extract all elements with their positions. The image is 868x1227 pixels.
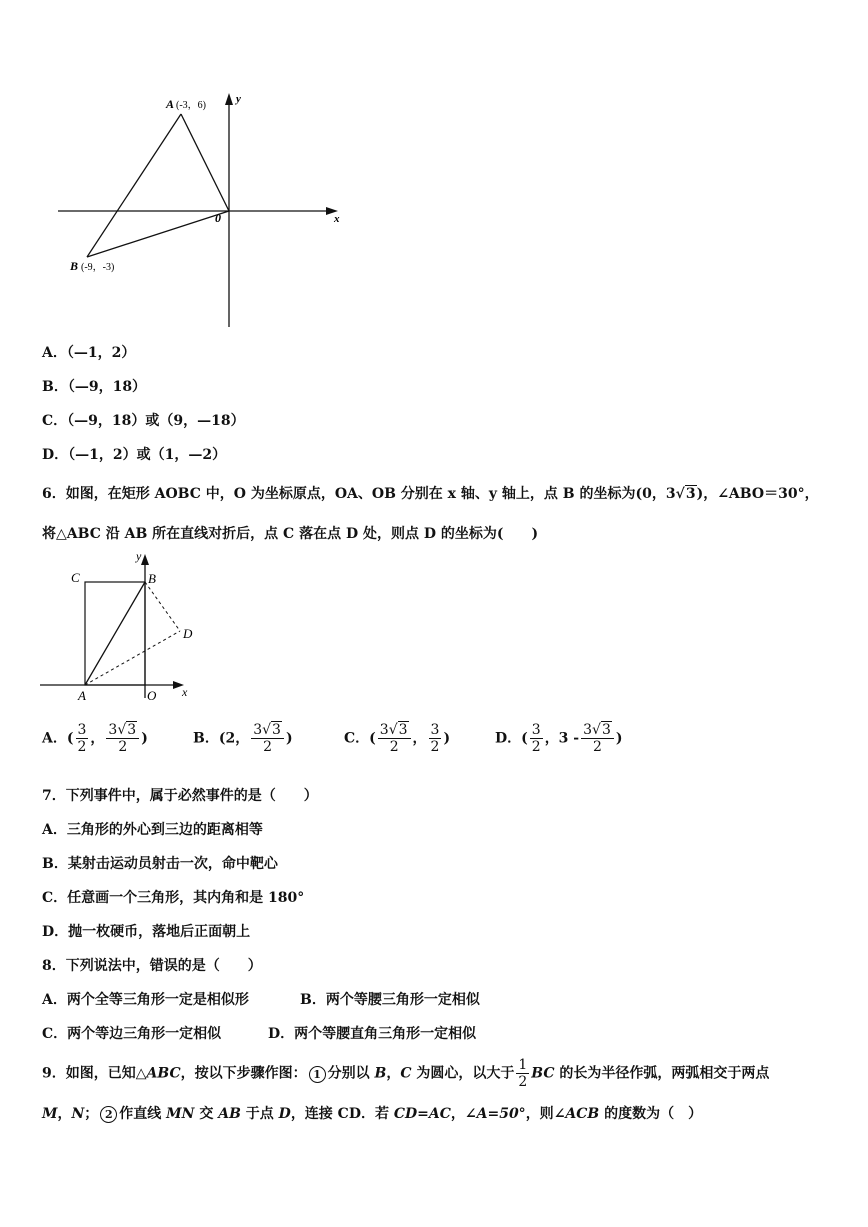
t: 作直线 — [119, 1106, 167, 1122]
num: 3 — [531, 722, 541, 738]
fraction-one-half — [516, 1057, 529, 1090]
q6-stem-prefix: 6．如图，在矩形 AOBC 中，O 为坐标原点，OA、OB 分别在 x 轴、y 轴上，点 B 的坐标为(0， — [42, 486, 666, 502]
q6-option-d-fraction-1 — [530, 722, 543, 755]
t: ，按以下步骤作图： — [180, 1065, 307, 1082]
t: C — [400, 1065, 412, 1082]
q5-option-c: C．（—9，18）或（9，—18） — [42, 413, 245, 429]
t: 于点 — [240, 1106, 279, 1122]
t: ∠ACB — [553, 1106, 600, 1122]
q6-stem-suffix: )，∠ABO＝30°， — [696, 486, 819, 502]
q9-stem-line2 — [42, 1103, 702, 1123]
close: ) — [443, 730, 451, 747]
num: 3√3 — [581, 722, 614, 739]
den: 2 — [263, 739, 273, 755]
label-o: 0 — [215, 211, 221, 225]
q7-option-b: B．某射击运动员射击一次，命中靶心 — [42, 856, 278, 872]
den: 2 — [593, 739, 602, 755]
figure-rectangle-aobc — [38, 548, 203, 708]
q7-option-d: D．抛一枚硬币，落地后正面朝上 — [42, 924, 251, 940]
radicand: 3 — [398, 722, 408, 738]
t: 9．如图，已知△ — [42, 1065, 147, 1082]
t: ， — [57, 1106, 72, 1122]
q6-stem-coef: 3 — [665, 486, 676, 502]
comma: ， — [90, 730, 105, 747]
t: CD=AC — [393, 1106, 451, 1122]
radicand: 3 — [127, 722, 137, 738]
label-x: x — [334, 213, 340, 225]
coef: 3 — [583, 722, 593, 738]
t: 的长为半径作弧，两弧相交于两点 — [554, 1065, 770, 1082]
q5-option-d: D．（—1，2）或（1，—2） — [42, 447, 227, 463]
label-b: B — [148, 571, 156, 586]
label-c: C — [71, 570, 80, 585]
t: BC — [531, 1065, 555, 1082]
q8-option-c: C．两个等边三角形一定相似 — [42, 1026, 222, 1042]
q6-option-c-label: C．( — [344, 730, 376, 747]
t: M — [42, 1106, 58, 1122]
coef: 3 — [253, 722, 263, 738]
q6-stem-line2: 将△ABC 沿 AB 所在直线对折后，点 C 落在点 D 处，则点 D 的坐标为( ) — [42, 526, 539, 542]
q5-option-a: A．（—1，2） — [42, 345, 136, 361]
figure-triangle-aob — [40, 85, 360, 335]
q6-option-d-fraction-2 — [581, 722, 614, 755]
t: ， — [386, 1065, 401, 1082]
q6-option-c-fraction-2 — [429, 722, 442, 755]
q6-option-a-fraction-2 — [106, 722, 139, 755]
den: 2 — [77, 739, 87, 755]
label-a: A — [78, 688, 86, 703]
coef: 3 — [108, 722, 118, 738]
label-x: x — [182, 685, 188, 699]
q6-option-a-fraction-1 — [76, 722, 89, 755]
t: D — [278, 1106, 291, 1122]
den: 2 — [518, 1074, 528, 1090]
radicand: 3 — [272, 722, 281, 738]
q6-option-a-label: A．( — [42, 730, 74, 747]
num: 3 — [77, 722, 87, 738]
q6-option-b-label: B．(2， — [193, 730, 250, 747]
num: 3√3 — [378, 722, 411, 739]
q6-option-d-label: D．( — [495, 730, 528, 747]
y-axis-arrow — [141, 554, 149, 565]
comma: ， — [412, 730, 427, 747]
num: 1 — [518, 1057, 528, 1073]
q6-option-b-fraction — [251, 722, 284, 755]
t: 分别以 — [327, 1065, 375, 1082]
label-d: D — [183, 626, 193, 641]
close: ) — [141, 730, 148, 747]
q6-option-b — [193, 722, 293, 755]
coord-a: (-3，6) — [176, 100, 206, 111]
den: 2 — [531, 739, 541, 755]
circled-number-1: 1 — [309, 1066, 326, 1083]
radicand: 3 — [601, 722, 611, 738]
label-a: A — [166, 97, 175, 111]
q5-option-b: B．（—9，18） — [42, 379, 147, 395]
t: 为圆心，以大于 — [411, 1065, 515, 1082]
segment-bo — [87, 211, 229, 257]
label-o: O — [147, 688, 157, 703]
q7-option-c: C．任意画一个三角形，其内角和是 180° — [42, 890, 305, 906]
q8-stem: 8．下列说法中，错误的是（ ） — [42, 958, 262, 974]
den: 2 — [389, 739, 399, 755]
num: 3 — [430, 722, 440, 738]
mid: ，3 - — [544, 730, 580, 747]
q8-option-a: A．两个全等三角形一定是相似形 — [42, 992, 249, 1008]
t: N — [71, 1106, 85, 1122]
q7-option-a: A．三角形的外心到三边的距离相等 — [42, 822, 263, 838]
close: ) — [285, 730, 293, 747]
den: 2 — [118, 739, 128, 755]
q7-stem: 7．下列事件中，属于必然事件的是（ ） — [42, 788, 318, 804]
y-axis-arrow — [225, 93, 233, 105]
coef: 3 — [379, 722, 389, 738]
circled-number-2: 2 — [100, 1106, 117, 1123]
t: ， — [450, 1106, 465, 1122]
t: ，则 — [525, 1106, 554, 1122]
q6-stem-line1: 6．如图，在矩形 AOBC 中，O 为坐标原点，OA、OB 分别在 x 轴、y 轴上，点 B 的坐标为(0，3√3)，∠ABO＝30°， — [42, 486, 819, 502]
t: MN — [166, 1106, 195, 1122]
label-y: y — [136, 549, 142, 563]
t: ； — [84, 1106, 99, 1122]
den: 2 — [430, 739, 440, 755]
t: B — [374, 1065, 387, 1082]
t: ABC — [146, 1065, 181, 1082]
t: ，连接 CD．若 — [290, 1106, 394, 1122]
segment-ab — [87, 114, 181, 257]
t: ∠A=50° — [464, 1106, 526, 1122]
q6-stem-radicand: 3 — [685, 486, 696, 502]
q6-option-c-fraction-1 — [378, 722, 411, 755]
close: ) — [615, 730, 623, 747]
q6-option-d — [495, 722, 623, 755]
t: AB — [218, 1106, 241, 1122]
t: 的度数为（ ） — [599, 1106, 703, 1122]
label-b: B — [70, 259, 79, 273]
dashed-ad — [85, 631, 180, 685]
q6-option-c — [344, 722, 450, 755]
coord-b: (-9，-3) — [81, 262, 115, 273]
num: 3√3 — [106, 722, 139, 739]
label-y: y — [236, 93, 241, 105]
segment-ao — [181, 114, 229, 211]
t: 交 — [194, 1106, 219, 1122]
diagonal-ab — [85, 582, 145, 685]
q6-option-a — [42, 722, 148, 755]
q8-option-d: D．两个等腰直角三角形一定相似 — [268, 1026, 477, 1042]
dashed-bd — [145, 582, 180, 631]
q8-option-b: B．两个等腰三角形一定相似 — [300, 992, 480, 1008]
q9-stem-line1 — [42, 1057, 769, 1090]
num: 3√3 — [251, 722, 284, 739]
